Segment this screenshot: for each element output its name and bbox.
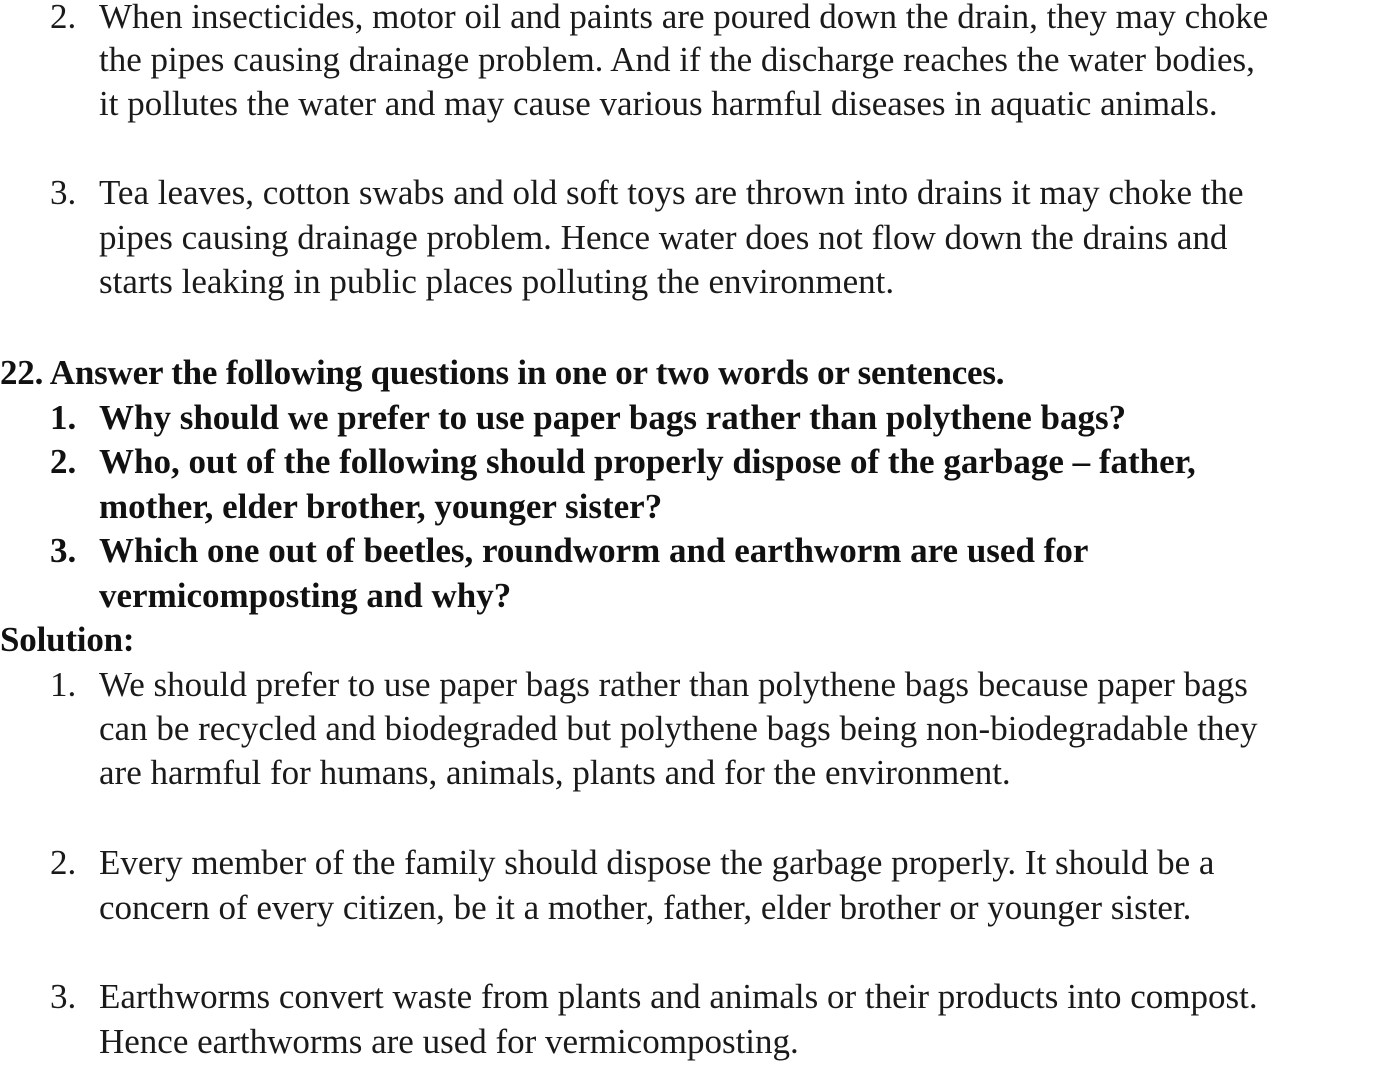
list-number: 1. [50, 665, 77, 704]
list-number: 3. [50, 531, 77, 570]
question-line: Which one out of beetles, roundworm and earthworm are used for [99, 531, 1089, 570]
solution-line: Hence earthworms are used for vermicomposting. [99, 1022, 799, 1061]
solution-line: We should prefer to use paper bags rather than polythene bags because paper bags [99, 665, 1248, 704]
question-line: mother, elder brother, younger sister? [99, 487, 663, 526]
answer-line: pipes causing drainage problem. Hence water does not flow down the drains and [99, 218, 1228, 257]
answer-line: the pipes causing drainage problem. And if the discharge reaches the water bodies, [99, 40, 1255, 79]
question-line: Why should we prefer to use paper bags rather than polythene bags? [99, 398, 1127, 437]
answer-line: Tea leaves, cotton swabs and old soft toys are thrown into drains it may choke the [99, 173, 1244, 212]
solution-line: Every member of the family should dispose the garbage properly. It should be a [99, 843, 1215, 882]
list-number: 2. [50, 442, 77, 481]
solution-line: can be recycled and biodegraded but polythene bags being non-biodegradable they [99, 709, 1258, 748]
solution-label: Solution: [0, 620, 135, 659]
question-line: Who, out of the following should properly dispose of the garbage – father, [99, 442, 1196, 481]
list-number: 2. [50, 0, 77, 36]
list-number: 3. [50, 977, 77, 1016]
solution-line: are harmful for humans, animals, plants and for the environment. [99, 753, 1011, 792]
answer-line: When insecticides, motor oil and paints are poured down the drain, they may choke [99, 0, 1269, 36]
list-number: 3. [50, 173, 77, 212]
question-line: vermicomposting and why? [99, 576, 512, 615]
answer-line: it pollutes the water and may cause various harmful diseases in aquatic animals. [99, 84, 1218, 123]
list-number: 2. [50, 843, 77, 882]
question-heading: 22. Answer the following questions in one or two words or sentences. [0, 353, 1005, 392]
list-number: 1. [50, 398, 77, 437]
solution-line: Earthworms convert waste from plants and animals or their products into compost. [99, 977, 1258, 1016]
answer-line: starts leaking in public places polluting the environment. [99, 262, 895, 301]
solution-line: concern of every citizen, be it a mother, father, elder brother or younger sister. [99, 888, 1192, 927]
